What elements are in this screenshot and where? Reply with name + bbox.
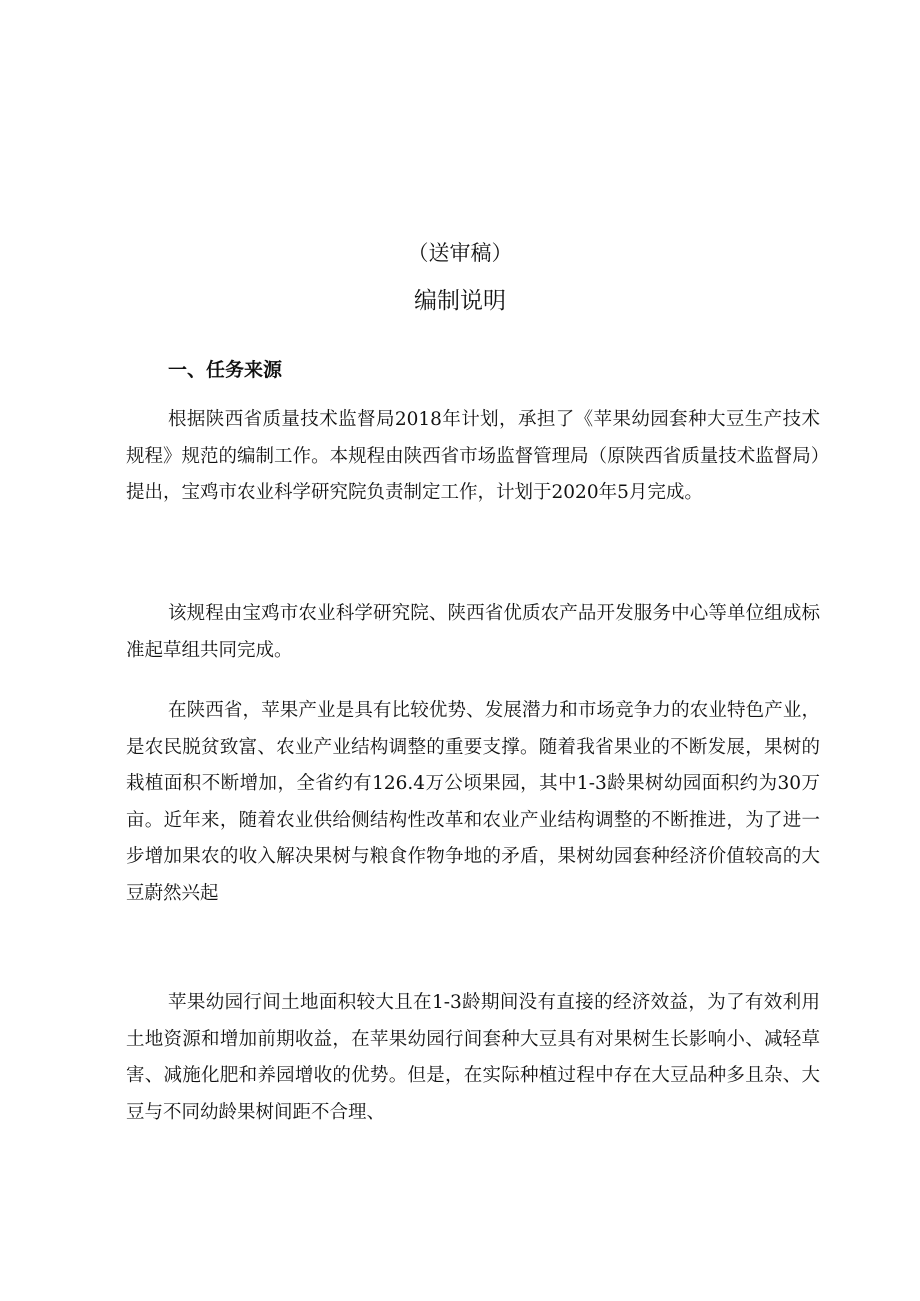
paragraph-task-source: 根据陕西省质量技术监督局2018年计划，承担了《苹果幼园套种大豆生产技术规程》规范的编制工作。本规程由陕西省市场监督管理局（原陕西省质量技术监督局）提出，宝鸡市农业科学研究院负责制定工作，计划于2020年5月完成。	[126, 409, 820, 504]
paragraph-apple-industry: 在陕西省，苹果产业是具有比较优势、发展潜力和市场竞争力的农业特色产业，是农民脱贫致富、农业产业结构调整的重要支撑。随着我省果业的不断发展，果树的栽植面积不断增加，全省约有126.4万公顷果园，其中1-3龄果树幼园面积约为30万亩。近年来，随着农业供给侧结构性改革和农业产业结构调整的不断推进，为了进一步增加果农的收入解决果树与粮食作物争地的矛盾，果树幼园套种经济价值较高的大豆蔚然兴起	[126, 700, 820, 904]
document-subtitle: （送审稿）	[407, 241, 513, 265]
section-heading: 一、任务来源	[168, 359, 283, 381]
document-title: 编制说明	[414, 288, 506, 314]
paragraph-intercropping: 苹果幼园行间土地面积较大且在1-3龄期间没有直接的经济效益，为了有效利用土地资源和增加前期收益，在苹果幼园行间套种大豆具有对果树生长影响小、减轻草害、减施化肥和养园增收的优势。但是，在实际种植过程中存在大豆品种多且杂、大豆与不同幼龄果树间距不合理、	[126, 992, 820, 1123]
paragraph-drafting-group: 该规程由宝鸡市农业科学研究院、陕西省优质农产品开发服务中心等单位组成标准起草组共同完成。	[126, 603, 820, 661]
